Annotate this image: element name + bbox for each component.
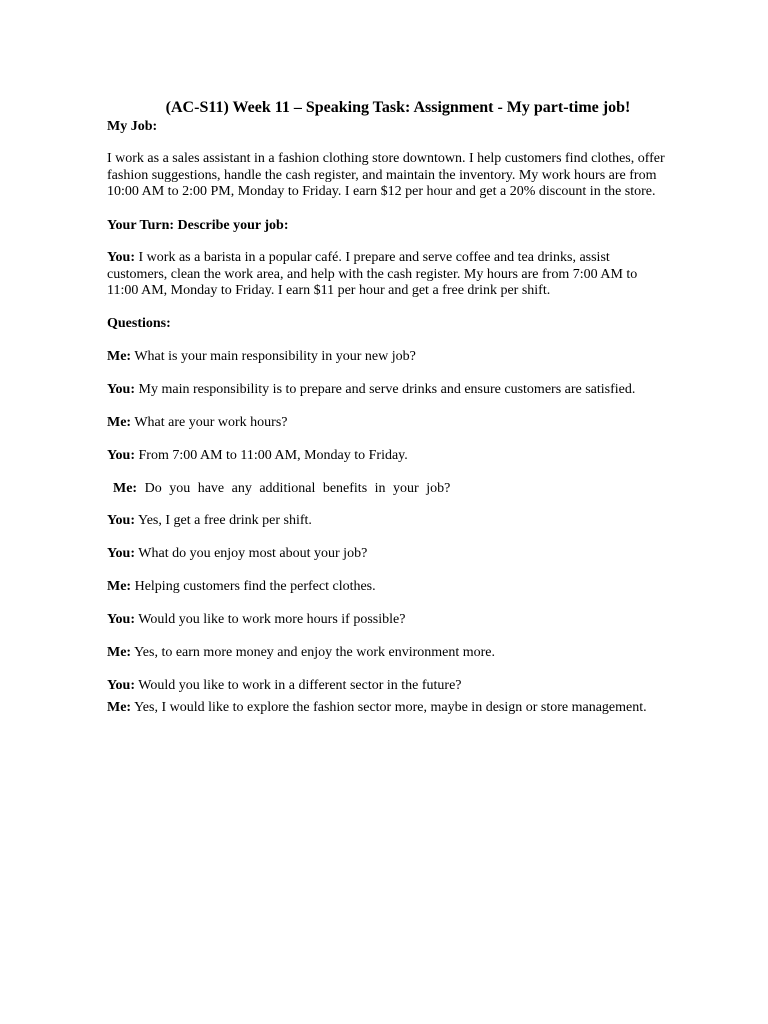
dialogue-line bbox=[107, 513, 667, 530]
dialogue-text: What do you enjoy most about your job? bbox=[138, 546, 368, 561]
dialogue-text: Do you have any additional benefits in your job? bbox=[144, 481, 451, 496]
dialogue-text: Would you like to work more hours if possible? bbox=[138, 612, 406, 627]
dialogue-text: From 7:00 AM to 11:00 AM, Monday to Friday. bbox=[138, 448, 408, 463]
speaker-label: You: bbox=[107, 612, 136, 627]
dialogue-line bbox=[107, 700, 667, 717]
speaker-label: Me: bbox=[107, 700, 132, 715]
your-turn-paragraph: I work as a barista in a popular café. I prepare and serve coffee and tea drinks, assist customers, clean the work area, and help with the cash register. My hours are from 7:00 AM to 11:00 AM, Monday to Friday. I earn $11 per hour and get a free drink per shift. bbox=[107, 250, 638, 298]
dialogue-line bbox=[107, 349, 667, 366]
your-turn-heading: Your Turn: Describe your job: bbox=[107, 218, 289, 233]
dialogue-line bbox=[107, 448, 667, 465]
speaker-label: You: bbox=[107, 546, 136, 561]
dialogue-text: Helping customers find the perfect clothes. bbox=[134, 579, 376, 594]
dialogue-text: What is your main responsibility in your new job? bbox=[134, 349, 416, 364]
dialogue-line bbox=[107, 579, 667, 596]
speaker-label: Me: bbox=[113, 481, 138, 496]
speaker-label: You: bbox=[107, 382, 136, 397]
document-title: (AC-S11) Week 11 – Speaking Task: Assignment - My part-time job! bbox=[165, 99, 631, 116]
speaker-label: You: bbox=[107, 513, 136, 528]
speaker-label: Me: bbox=[107, 645, 132, 660]
speaker-label: You: bbox=[107, 448, 136, 463]
speaker-label: You: bbox=[107, 250, 136, 265]
my-job-heading: My Job: bbox=[107, 119, 158, 134]
speaker-label: You: bbox=[107, 678, 136, 693]
dialogue-text: What are your work hours? bbox=[134, 415, 288, 430]
dialogue-line bbox=[113, 481, 673, 498]
dialogue-line bbox=[107, 546, 667, 563]
dialogue-text: My main responsibility is to prepare and serve drinks and ensure customers are satisfied. bbox=[138, 382, 636, 397]
dialogue-text: Would you like to work in a different sector in the future? bbox=[138, 678, 462, 693]
your-turn-answer bbox=[107, 250, 667, 300]
my-job-paragraph: I work as a sales assistant in a fashion clothing store downtown. I help customers find clothes, offer fashion suggestions, handle the cash register, and maintain the inventory. My work hours are from 10:00 AM to 2:00 PM, Monday to Friday. I earn $12 per hour and get a 20% discount in the store. bbox=[107, 151, 665, 199]
dialogue-text: Yes, to earn more money and enjoy the work environment more. bbox=[134, 645, 496, 660]
dialogue-text: Yes, I get a free drink per shift. bbox=[138, 513, 312, 528]
dialogue-line bbox=[107, 382, 667, 399]
dialogue-line bbox=[107, 645, 667, 662]
speaker-label: Me: bbox=[107, 415, 132, 430]
dialogue-line bbox=[107, 415, 667, 432]
dialogue-line bbox=[107, 678, 667, 695]
dialogue-line bbox=[107, 612, 667, 629]
questions-heading: Questions: bbox=[107, 316, 171, 331]
dialogue-text: Yes, I would like to explore the fashion sector more, maybe in design or store management. bbox=[134, 700, 647, 715]
speaker-label: Me: bbox=[107, 349, 132, 364]
speaker-label: Me: bbox=[107, 579, 132, 594]
